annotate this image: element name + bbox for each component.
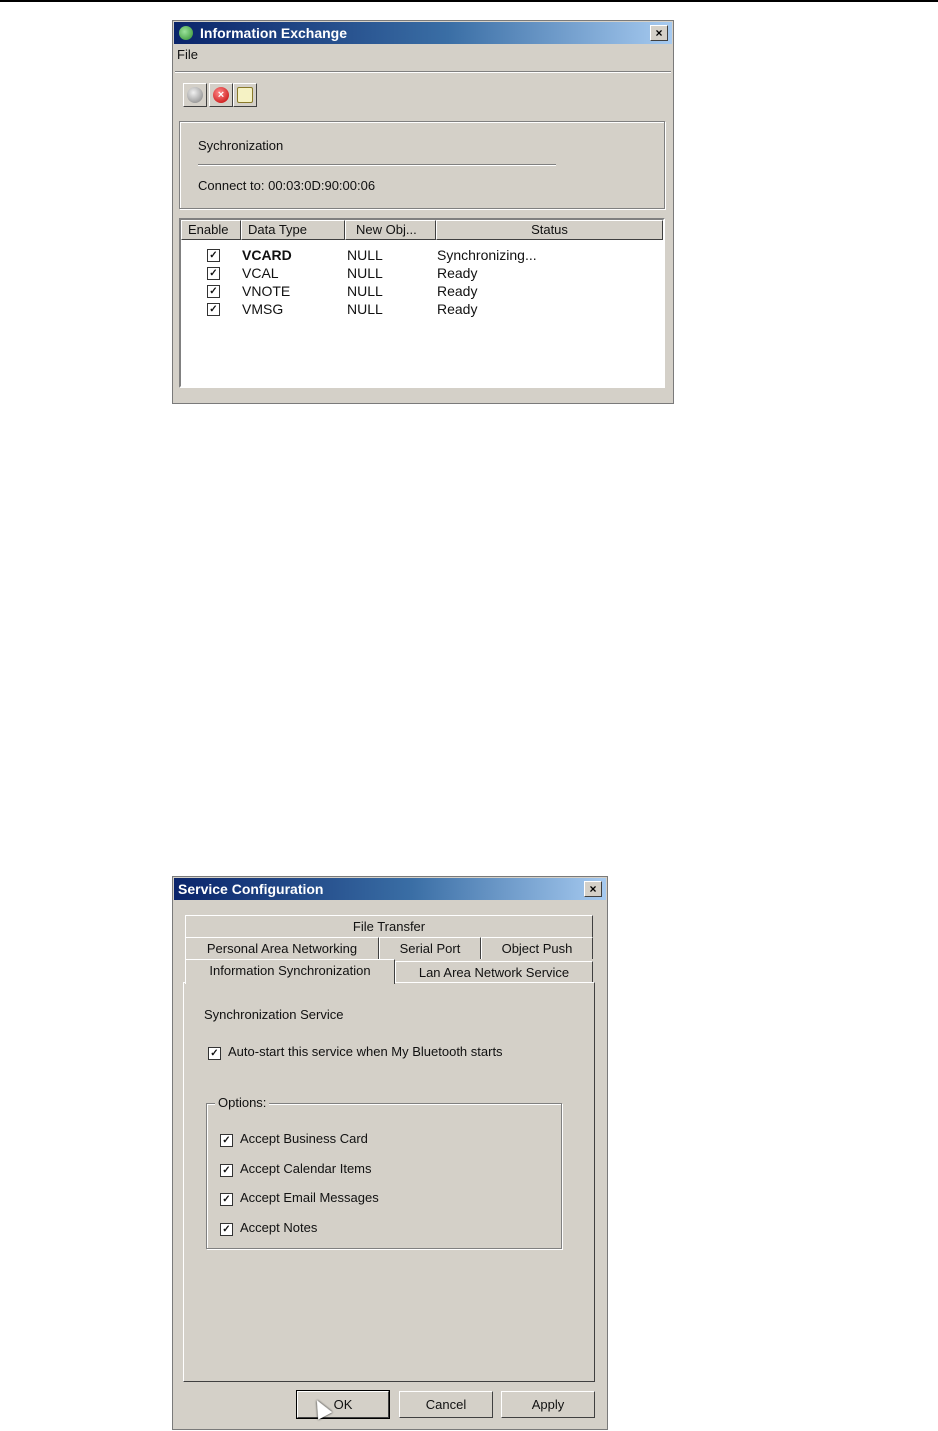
cancel-button[interactable]: Cancel <box>399 1391 493 1418</box>
tab-information-synchronization[interactable]: Information Synchronization <box>185 959 395 984</box>
options-group <box>206 1095 562 1249</box>
close-button[interactable]: × <box>584 881 602 897</box>
tab-personal-area-networking[interactable]: Personal Area Networking <box>185 937 379 959</box>
status-cell: Ready <box>437 283 478 299</box>
enable-checkbox[interactable]: ✓ <box>207 285 220 298</box>
page-rule <box>0 0 938 2</box>
section-label: Synchronization Service <box>204 1007 344 1022</box>
data-type-cell: VMSG <box>242 301 284 317</box>
status-cell: Ready <box>437 265 478 281</box>
new-obj-cell: NULL <box>347 247 383 263</box>
data-type-cell: VNOTE <box>242 283 291 299</box>
status-cell: Synchronizing... <box>437 247 537 263</box>
stop-button[interactable] <box>183 83 207 107</box>
title-bar[interactable] <box>174 22 672 44</box>
find-icon <box>237 87 253 103</box>
accept-business-card-checkbox[interactable]: ✓ <box>220 1134 233 1147</box>
autostart-label[interactable]: Auto-start this service when My Bluetooth starts <box>228 1044 503 1059</box>
list-item[interactable] <box>181 300 667 318</box>
ok-button[interactable]: OK <box>297 1391 389 1418</box>
new-obj-cell: NULL <box>347 265 383 281</box>
list-item[interactable] <box>181 282 667 300</box>
new-obj-cell: NULL <box>347 301 383 317</box>
accept-calendar-items-label[interactable]: Accept Calendar Items <box>240 1161 372 1176</box>
tab-panel <box>183 982 595 1382</box>
column-header-new-obj[interactable]: New Obj... <box>345 220 436 240</box>
information-exchange-window <box>172 20 674 404</box>
data-type-cell: VCAL <box>242 265 279 281</box>
title-bar[interactable] <box>174 878 606 900</box>
column-header-status[interactable]: Status <box>436 220 663 240</box>
tab-file-transfer[interactable]: File Transfer <box>185 915 593 937</box>
enable-checkbox[interactable]: ✓ <box>207 249 220 262</box>
column-header-enable[interactable]: Enable <box>181 220 241 240</box>
status-cell: Ready <box>437 301 478 317</box>
find-button[interactable] <box>233 83 257 107</box>
close-button[interactable]: × <box>650 25 668 41</box>
stop-icon <box>187 87 203 103</box>
list-item[interactable] <box>181 264 667 282</box>
accept-notes-label[interactable]: Accept Notes <box>240 1220 318 1235</box>
data-type-cell: VCARD <box>242 247 292 263</box>
tab-object-push[interactable]: Object Push <box>481 937 593 959</box>
progress-line <box>198 164 556 166</box>
menu-file[interactable]: File <box>177 47 198 62</box>
app-icon <box>179 26 193 40</box>
cancel-sync-button[interactable] <box>209 83 233 107</box>
tab-serial-port[interactable]: Serial Port <box>379 937 481 959</box>
list-item[interactable] <box>181 246 667 264</box>
accept-notes-checkbox[interactable]: ✓ <box>220 1223 233 1236</box>
accept-business-card-label[interactable]: Accept Business Card <box>240 1131 368 1146</box>
cancel-icon: × <box>213 87 229 103</box>
accept-email-messages-label[interactable]: Accept Email Messages <box>240 1190 379 1205</box>
enable-checkbox[interactable]: ✓ <box>207 267 220 280</box>
window-title: Information Exchange <box>200 25 348 41</box>
data-type-list[interactable] <box>179 218 665 388</box>
options-label: Options: <box>215 1095 269 1110</box>
new-obj-cell: NULL <box>347 283 383 299</box>
column-header-data-type[interactable]: Data Type <box>241 220 345 240</box>
apply-button[interactable]: Apply <box>501 1391 595 1418</box>
connect-label: Connect to: 00:03:0D:90:00:06 <box>198 178 376 193</box>
autostart-checkbox[interactable]: ✓ <box>208 1047 221 1060</box>
window-title: Service Configuration <box>178 881 324 897</box>
sync-label: Sychronization <box>198 138 284 153</box>
menu-bar <box>177 47 198 62</box>
status-group <box>179 121 665 209</box>
accept-email-messages-checkbox[interactable]: ✓ <box>220 1193 233 1206</box>
accept-calendar-items-checkbox[interactable]: ✓ <box>220 1164 233 1177</box>
service-configuration-window <box>172 876 608 1430</box>
menu-separator <box>175 71 671 73</box>
tab-lan-area-network-service[interactable]: Lan Area Network Service <box>395 961 593 983</box>
enable-checkbox[interactable]: ✓ <box>207 303 220 316</box>
